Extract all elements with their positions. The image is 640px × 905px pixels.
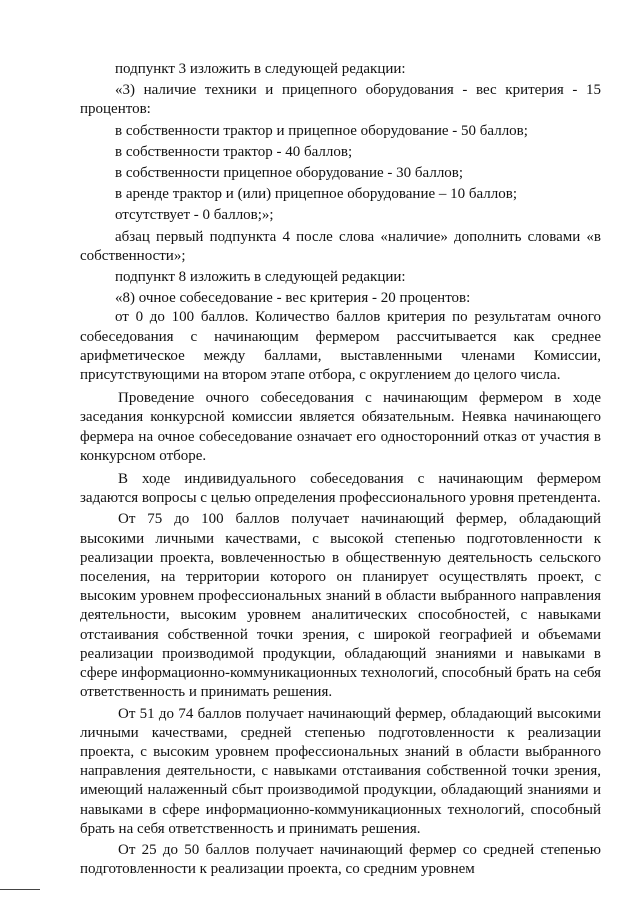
paragraph-12: Проведение очного собеседования с начинающим фермером в ходе заседания конкурсной комиссии является обязательным. Неявка начинающего фермера на очное собеседование означает его односторонний отказ от участия в конкурсном отборе. (80, 390, 601, 464)
paragraph-3: в собственности трактор и прицепное оборудование - 50 баллов; (115, 122, 528, 139)
paragraph-7: отсутствует - 0 баллов;»; (115, 207, 274, 224)
paragraph-2: «3) наличие техники и прицепного оборудования - вес критерия - 15 процентов: (80, 82, 601, 118)
paragraph-10: «8) очное собеседование - вес критерия - 20 процентов: (115, 290, 471, 307)
paragraph-1: подпункт 3 изложить в следующей редакции: (115, 61, 406, 77)
paragraph-11: от 0 до 100 баллов. Количество баллов критерия по результатам очного собеседования с начинающим фермером рассчитывается как среднее арифметическое между баллами, выставленными членами Комиссии, присутствующими на втором этапе отбора, с округлением до целого числа. (80, 309, 601, 384)
paragraph-15: От 51 до 74 баллов получает начинающий фермер, обладающий высокими личными качествами, средней степенью подготовленности к реализации проекта, с высоким уровнем профессиональных знаний в области выбранного направления деятельности, с навыками отстаивания собственной точки зрения, имеющий налаженный сбыт производимой продукции, обладающий знаниями и навыками в сфере информационно-коммуникационных технологий, способный брать на себя ответственность и принимать решения. (80, 705, 601, 837)
paragraph-4: в собственности трактор - 40 баллов; (115, 143, 353, 160)
paragraph-9: подпункт 8 изложить в следующей редакции: (115, 269, 406, 286)
paragraph-8: абзац первый подпункта 4 после слова «наличие» дополнить словами «в собственности»; (80, 228, 601, 264)
paragraph-5: в собственности прицепное оборудование - 30 баллов; (115, 165, 464, 182)
paragraph-13: В ходе индивидуального собеседования с начинающим фермером задаются вопросы с целью определения профессионального уровня претендента. (80, 471, 601, 507)
paragraph-14: От 75 до 100 баллов получает начинающий фермер, обладающий высокими личными качествами, с высокой степенью подготовленности к реализации проекта, вовлеченностью в общественную деятельность сельского поселения, на территории которого он планирует осуществлять проект, с высоким уровнем профессиональных знаний в области выбранного направления деятельности, высоким уровнем аналитических способностей, с навыками отстаивания собственной точки зрения, с широкой географией и объемами реализации производимой продукции, обладающий знаниями и навыками в сфере информационно-коммуникационных технологий, способный брать на себя ответственность и принимать решения. (80, 511, 601, 701)
paragraph-16: От 25 до 50 баллов получает начинающий фермер со средней степенью подготовленности к реализации проекта, со средним уровнем (80, 841, 601, 878)
document-body (80, 60, 601, 879)
footer-divider (0, 889, 40, 890)
paragraph-6: в аренде трактор и (или) прицепное оборудование – 10 баллов; (115, 186, 518, 203)
